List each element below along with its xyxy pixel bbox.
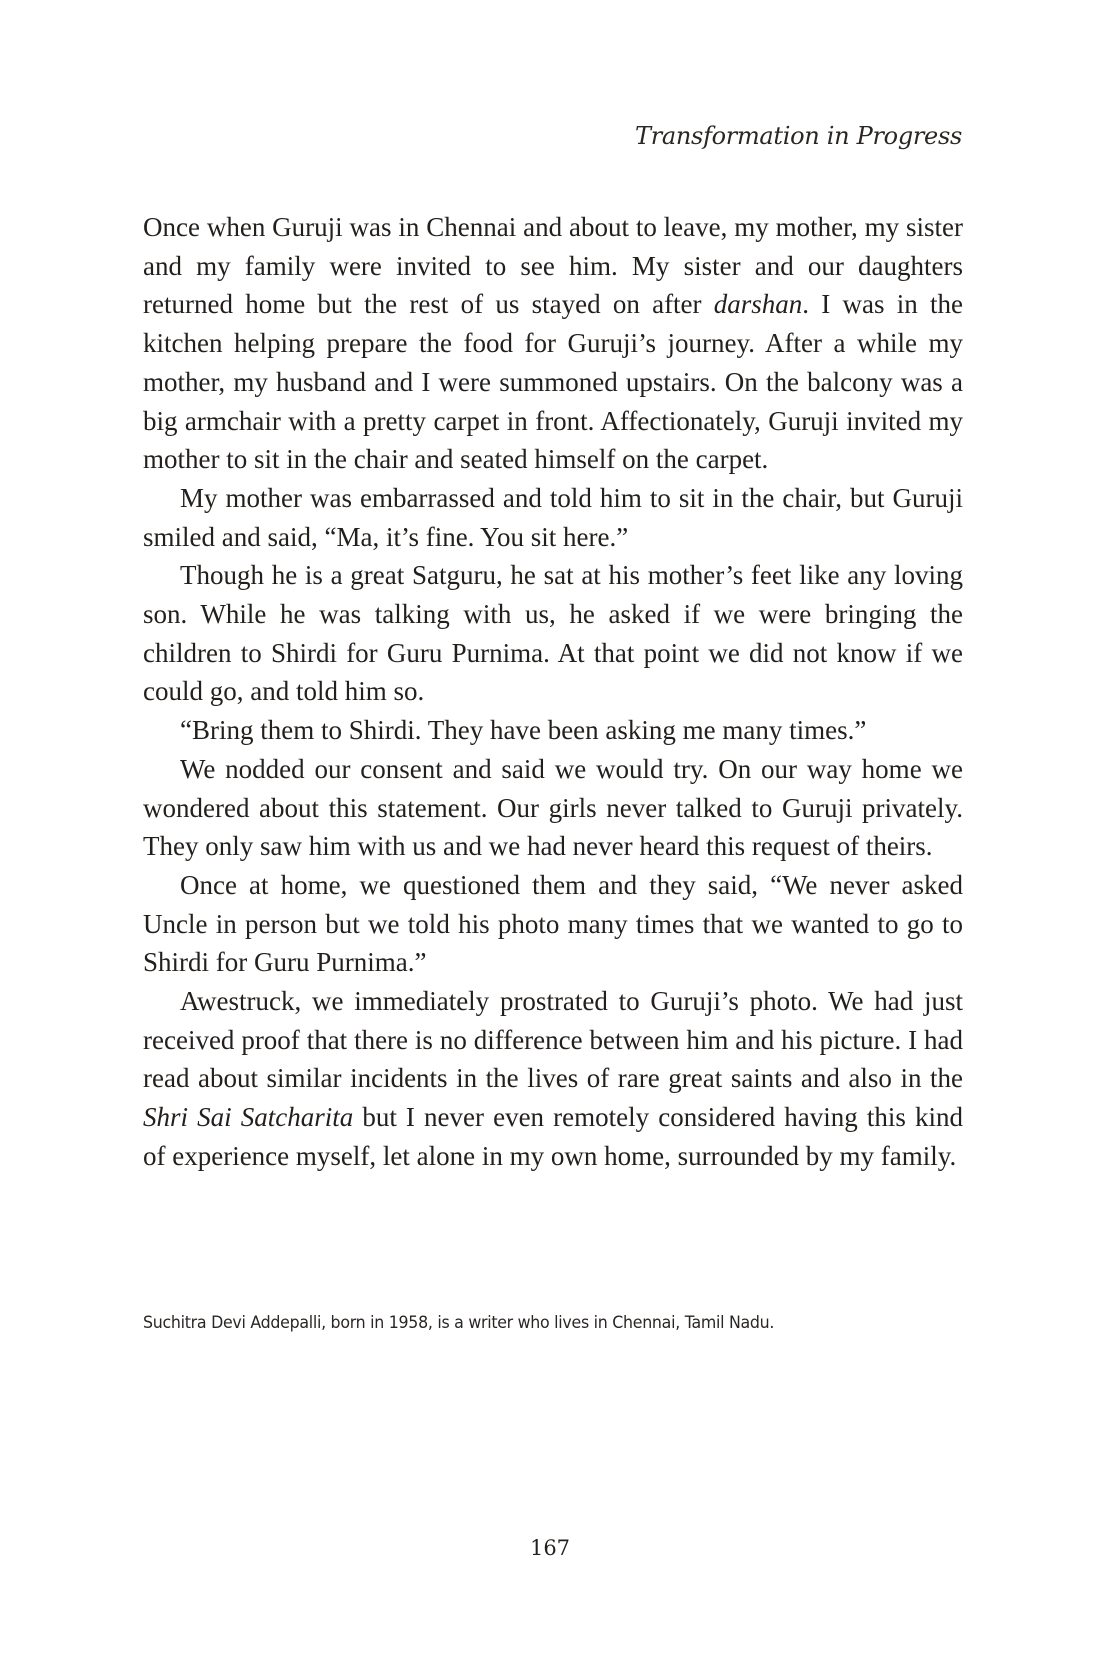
- paragraph-2: My mother was embarrassed and told him to sit in the chair, but Guruji smiled and said, “Ma, it’s fine. You sit here.”: [143, 482, 963, 552]
- italic-term-darshan: darshan: [713, 289, 803, 320]
- italic-title-shri-sai-satcharita: Shri Sai Satcharita: [143, 1102, 354, 1133]
- author-bio: Suchitra Devi Addepalli, born in 1958, is a writer who lives in Chennai, Tamil Nadu.: [143, 1313, 775, 1333]
- paragraph-6: Once at home, we questioned them and they said, “We never asked Uncle in person but we told his photo many times that we wanted to go to Shirdi for Guru Purnima.”: [143, 869, 963, 978]
- body-text: [143, 208, 963, 1176]
- paragraph-7-text-b: but I never even remotely considered having this kind of experience myself, let alone in my own home, surrounded by my family.: [143, 1102, 963, 1171]
- paragraph-7: [143, 982, 963, 1176]
- paragraph-7-text-a: Awestruck, we immediately prostrated to Guruji’s photo. We had just received proof that there is no difference between him and his picture. I had read about similar incidents in the lives of rare great saints and also in the: [143, 986, 963, 1094]
- paragraph-1-text-b: . I was in the kitchen helping prepare the food for Guruji’s journey. After a while my mother, my husband and I were summoned upstairs. On the balcony was a big armchair with a pretty carpet in front. Affectionately, Guruji invited my mother to sit in the chair and seated himself on the carpet.: [143, 289, 963, 475]
- running-header-title: Transformation in Progress: [635, 122, 962, 150]
- paragraph-1: [143, 208, 963, 479]
- page-number: 167: [529, 1536, 571, 1560]
- paragraph-1-text-a: Once when Guruji was in Chennai and about to leave, my mother, my sister and my family were invited to see him. My sister and our daughters returned home but the rest of us stayed on after: [143, 212, 963, 320]
- paragraph-3: Though he is a great Satguru, he sat at his mother’s feet like any loving son. While he was talking with us, he asked if we were bringing the children to Shirdi for Guru Purnima. At that point we did not know if we could go, and told him so.: [143, 560, 963, 707]
- paragraph-5: We nodded our consent and said we would try. On our way home we wondered about this statement. Our girls never talked to Guruji privately. They only saw him with us and we had never heard this request of theirs.: [143, 753, 963, 862]
- paragraph-4: “Bring them to Shirdi. They have been asking me many times.”: [180, 715, 867, 746]
